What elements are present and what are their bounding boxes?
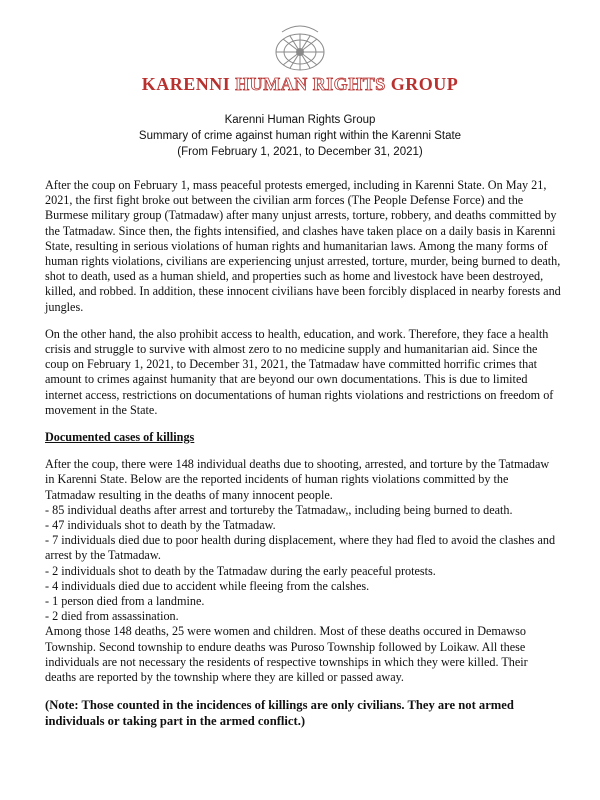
killings-list <box>45 503 561 625</box>
list-item: - 2 died from assassination. <box>45 609 179 624</box>
header-org: Karenni Human Rights Group <box>224 114 376 126</box>
paragraph-context: On the other hand, the also prohibit access to health, education, and work. Therefore, they face a health crisis and struggle to survive with almost zero to no medicine supply and humanitarian aid. Since the coup on February 1, 2021, to December 31, 2021, the Tatmadaw have committed horrific crimes that amount to crimes against humanity that are beyond our own documentations. This is due to limited internet access, restrictions on documentations of human rights violations and restrictions on freedom of movement in the State. <box>45 326 554 417</box>
list-item: - 47 individuals shot to death by the Tatmadaw. <box>45 518 276 533</box>
paragraph-intro: After the coup on February 1, mass peaceful protests emerged, including in Karenni State. On May 21, 2021, the first fight broke out between the civilian arm forces (The People Defense Force) and the Burmese military group (Tatmadaw) after many unjust arrests, torture, robbery, and deaths committed by the Tatmadaw. Since then, the fights intensified, and clashes have taken place on a daily basis in Karenni State, resulting in serious violations of human rights and humanitarian laws. Among the many forms of human rights violations, civilians are experiencing unjust arrested, torture, murder, being burned to death, shot to death, used as a human shield, and properties such as home and livestock have been destroyed, killed, and robbed. In addition, these innocent civilians have been forcibly displaced in nearby forests and jungles. <box>45 178 561 314</box>
note-civilians: (Note: Those counted in the incidences of killings are only civilians. They are not armed individuals or taking part in the armed conflict.) <box>45 698 514 729</box>
organization-name-logo <box>0 74 600 95</box>
dharma-wheel-icon <box>272 22 328 74</box>
list-item: - 1 person died from a landmine. <box>45 594 205 609</box>
header-date-range: (From February 1, 2021, to December 31, 2021) <box>177 146 423 158</box>
org-name-part3: GROUP <box>390 74 459 94</box>
document-body <box>45 178 561 729</box>
list-item: - 85 individual deaths after arrest and tortureby the Tatmadaw,, including being burned to death. <box>45 502 513 517</box>
document-header <box>0 112 600 160</box>
section-heading-killings: Documented cases of killings <box>45 430 195 445</box>
list-item: - 7 individuals died due to poor health during displacement, where they had fled to avoid the clashes and arrest by the Tatmadaw. <box>45 533 556 563</box>
org-name-part1: KARENNI <box>141 74 236 94</box>
paragraph-killings-intro: After the coup, there were 148 individual deaths due to shooting, arrested, and torture by the Tatmadaw in Karenni State. Below are the reported incidents of human rights violations committed by the Tatmadaw resulting in the deaths of many innocent people. <box>45 457 550 502</box>
logo <box>0 22 600 74</box>
paragraph-summary: Among those 148 deaths, 25 were women and children. Most of these deaths occured in Demawso Township. Second township to endure deaths was Puroso Township followed by Loikaw. All these individuals are not necessary the residents of respective townships in which they were killed. Their deaths are reported by the township where they are killed or passed away. <box>45 624 528 685</box>
org-name-part2: HUMAN RIGHTS <box>235 74 391 94</box>
header-title: Summary of crime against human right within the Karenni State <box>138 130 462 142</box>
list-item: - 4 individuals died due to accident while fleeing from the calshes. <box>45 578 370 593</box>
list-item: - 2 individuals shot to death by the Tatmadaw during the early peaceful protests. <box>45 563 436 578</box>
